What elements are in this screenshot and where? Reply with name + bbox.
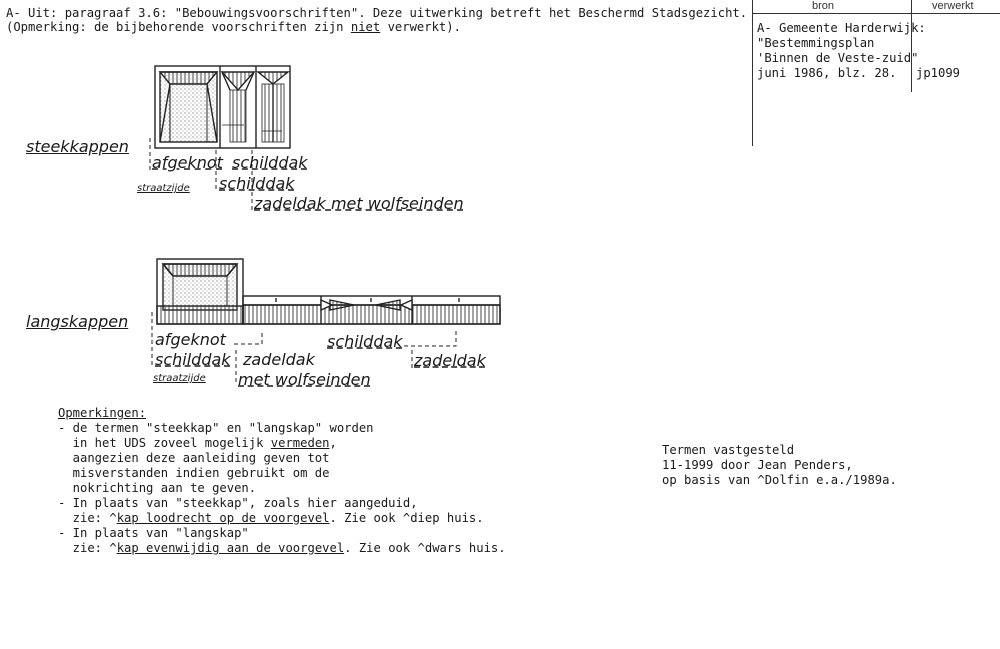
- source-code: jp1099: [916, 66, 961, 80]
- source-line-3: 'Binnen de Veste-zuid": [757, 51, 919, 65]
- remarks-line: - In plaats van "langskap": [58, 526, 249, 540]
- source-line-1: A- Gemeente Harderwijk:: [757, 21, 926, 35]
- remarks-line: [58, 541, 506, 556]
- steekkappen-title: steekkappen: [26, 137, 129, 156]
- remarks-text: zie: ^: [58, 541, 117, 555]
- remarks-line: [58, 436, 337, 451]
- remarks-text: zie: ^: [58, 511, 117, 525]
- remarks-line: nokrichting aan te geven.: [58, 481, 257, 495]
- remarks-heading: Opmerkingen:: [58, 406, 147, 420]
- remarks-line: - In plaats van "steekkap", zoals hier aangeduid,: [58, 496, 418, 510]
- header-line-2-pre: (Opmerking: de bijbehorende voorschriften zijn: [6, 20, 351, 34]
- steekkappen-label-straatzijde: straatzijde: [137, 183, 190, 194]
- langskappen-label-schilddak-b: schilddak: [327, 332, 403, 351]
- header-line-2-post: verwerkt).: [380, 20, 461, 34]
- langskappen-title: langskappen: [26, 312, 129, 331]
- table-header-bron: bron: [812, 0, 835, 12]
- remarks-text: ,: [329, 436, 337, 450]
- langskappen-label-zadeldak-b: zadeldak: [414, 351, 486, 370]
- steekkappen-label-zadeldak: zadeldak met wolfseinden: [254, 194, 464, 213]
- steekkappen-label-afgeknot: afgeknot: [152, 153, 223, 172]
- terms-line-1: Termen vastgesteld: [662, 443, 795, 457]
- langskappen-label-met-wolfseinden: met wolfseinden: [238, 370, 371, 389]
- steekkappen-label-schilddak-b: schilddak: [219, 174, 295, 193]
- langskappen-label-afgeknot: afgeknot: [155, 330, 226, 349]
- source-line-2: "Bestemmingsplan: [757, 36, 875, 50]
- terms-line-2: 11-1999 door Jean Penders,: [662, 458, 853, 472]
- steekkappen-label-schilddak-a: schilddak: [232, 153, 308, 172]
- header-line-1: A- Uit: paragraaf 3.6: "Bebouwingsvoorschriften". Deze uitwerking betreft het Beschermd Stadsgezicht.: [6, 6, 748, 20]
- terms-line-3: op basis van ^Dolfin e.a./1989a.: [662, 473, 897, 487]
- remarks-line: - de termen "steekkap" en "langskap" worden: [58, 421, 374, 435]
- link-kap-evenwijdig[interactable]: kap evenwijdig aan de voorgevel: [116, 541, 345, 555]
- remarks-text: in het UDS zoveel mogelijk: [58, 436, 271, 450]
- link-kap-loodrecht[interactable]: kap loodrecht op de voorgevel: [116, 511, 330, 525]
- remarks-line: misverstanden indien gebruikt om de: [58, 466, 330, 480]
- remarks-text: . Zie ook ^diep huis.: [329, 511, 484, 525]
- remarks-text: . Zie ook ^dwars huis.: [344, 541, 506, 555]
- table-header-verwerkt: verwerkt: [932, 0, 974, 12]
- langskappen-label-schilddak-a: schilddak: [155, 350, 231, 369]
- remarks-line: aangezien deze aanleiding geven tot: [58, 451, 330, 465]
- langskappen-label-zadeldak-a: zadeldak: [243, 350, 315, 369]
- langskappen-label-straatzijde: straatzijde: [153, 373, 206, 384]
- header-emphasis-niet: niet: [350, 20, 381, 34]
- source-line-4: juni 1986, blz. 28.: [757, 66, 897, 80]
- remarks-emphasis-vermeden: vermeden: [270, 436, 330, 450]
- remarks-line: [58, 511, 484, 526]
